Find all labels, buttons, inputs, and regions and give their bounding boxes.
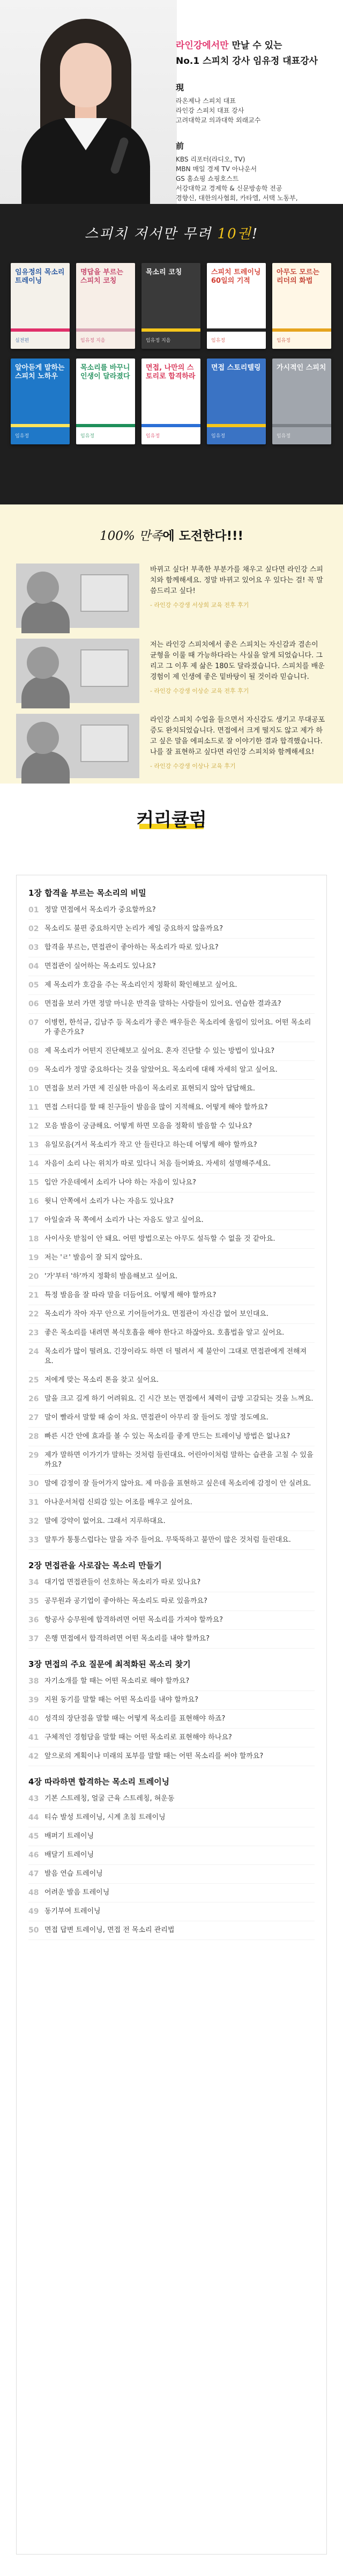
curriculum-item (28, 1902, 315, 1921)
item-title: 배퍼기 트레이닝 (44, 1832, 94, 1840)
curriculum-item (28, 1061, 315, 1080)
item-number: 46 (28, 1851, 39, 1860)
item-title: 이병헌, 한석규, 김남주 등 목소리가 좋은 배우들은 목소리에 울림이 있어요. 어떤 목소리가 좋은가요? (44, 1019, 311, 1036)
item-title: 지원 동기를 말할 때는 어떤 목소리를 내야 할까요? (44, 1696, 198, 1704)
hero-tagline-rest: 만날 수 있는 (228, 40, 282, 51)
former-heading: 前 (176, 141, 184, 151)
item-title: 아나운서처럼 신뢰감 있는 어조를 배우고 싶어요. (44, 1498, 192, 1506)
curriculum-item (28, 901, 315, 920)
curriculum-item (28, 1865, 315, 1884)
testimonial-body (150, 715, 327, 772)
item-number: 15 (28, 1179, 39, 1187)
item-number: 48 (28, 1889, 39, 1897)
item-title: 목소리가 많이 떨려요. 긴장이라도 하면 더 떨려서 제 불안이 그대로 면접관에게 전해져요. (44, 1348, 307, 1365)
item-number: 26 (28, 1395, 39, 1403)
hero-section (0, 0, 343, 204)
item-number: 32 (28, 1517, 39, 1526)
current-line: 라인강 스피치 대표 강사 (176, 107, 244, 114)
item-title: 항공사 승무원에 합격하려면 어떤 목소리를 가져야 할까요? (44, 1616, 223, 1624)
item-title: 자음이 소리 나는 위치가 따로 있다니 처음 들어봐요. 자세히 설명해주세요. (44, 1160, 271, 1168)
item-number: 47 (28, 1870, 39, 1878)
item-number: 43 (28, 1795, 39, 1803)
item-number: 20 (28, 1272, 39, 1281)
book-title: 목소리를 바꾸니 인생이 달라졌다 (80, 364, 130, 380)
curriculum-item (28, 1428, 315, 1446)
item-title: 말에 강약이 없어요. 그래서 지루하대요. (44, 1517, 166, 1525)
curriculum-item (28, 1343, 315, 1371)
item-number: 27 (28, 1414, 39, 1422)
curriculum-chapter (28, 885, 315, 1550)
curriculum-item (28, 1846, 315, 1865)
chapter-heading: 4장 따라하면 합격하는 목소리 트레이닝 (28, 1777, 170, 1787)
curriculum-item (28, 957, 315, 976)
testimonial-text: 바뀌고 싶다! 부족한 부분가를 채우고 싶다면 라인강 스피치와 함께해세요. 정말 바뀌고 있어요 우 있다는 걸! 꼭 말씀드리고 싶다! (150, 566, 323, 595)
books-title-post: ! (251, 226, 259, 242)
item-number: 50 (28, 1926, 39, 1935)
item-number: 03 (28, 943, 39, 952)
item-title: 말을 크고 길게 하기 어려워요. 긴 시간 보는 면접에서 체력이 급방 고갈되는 것을 느껴요. (44, 1395, 314, 1403)
item-number: 13 (28, 1141, 39, 1150)
item-number: 28 (28, 1432, 39, 1441)
curriculum-item (28, 1324, 315, 1343)
item-title: 좋은 목소리를 내려면 복식호흡을 해야 한다고 하잖아요. 호흡법을 알고 싶어요. (44, 1329, 285, 1337)
item-title: 유일모음(겨서 목소리가 작고 안 들린다고 하는데 어떻게 해야 할까요? (44, 1141, 257, 1149)
book-title: 스피치 트레이닝 60일의 기적 (211, 268, 261, 285)
item-number: 29 (28, 1451, 39, 1460)
curriculum-item (28, 1117, 315, 1136)
books-section (0, 204, 343, 504)
book-cover (11, 263, 70, 349)
former-line: GS 홈쇼핑 쇼핑호스트 (176, 175, 239, 182)
item-number: 02 (28, 925, 39, 933)
curriculum-item (28, 920, 315, 939)
books-title (0, 223, 343, 243)
item-title: 목소리도 불편 중요하지만 논리가 제일 중요하지 않을까요? (44, 925, 223, 933)
book-cover (11, 358, 70, 444)
curriculum-chapter (28, 1774, 315, 1940)
curriculum-item (28, 1305, 315, 1324)
curriculum-item (28, 1390, 315, 1409)
current-line: 라온제나 스피치 대표 (176, 97, 236, 105)
item-title: '가'부터 '하'까지 정확히 발음해보고 싶어요. (44, 1272, 178, 1280)
curriculum-item (28, 995, 315, 1014)
item-number: 30 (28, 1480, 39, 1488)
curriculum-item (28, 1512, 315, 1531)
curriculum-section (0, 784, 343, 2576)
curriculum-item (28, 1286, 315, 1305)
item-number: 19 (28, 1254, 39, 1262)
book-title: 임유정의 목소리 트레이닝 (15, 268, 65, 285)
testimonial-author: - 라인강 수강생 이상순 교육 전후 후기 (150, 687, 249, 694)
book-stripe (11, 328, 70, 332)
book-stripe (272, 328, 331, 332)
item-number: 40 (28, 1715, 39, 1723)
item-number: 18 (28, 1235, 39, 1243)
book-author: 임유정 지음 (146, 338, 171, 343)
curriculum-item (28, 1790, 315, 1809)
item-title: 제 목소리가 어떤지 진단해보고 싶어요. 혼자 진단할 수 있는 방법이 있나요? (44, 1047, 275, 1055)
testimonial-author: - 라인강 수강생 이상나 교육 후기 (150, 763, 236, 770)
book-author: 임유정 (15, 434, 29, 439)
item-title: 면접을 보러 가면 제 진실한 마음이 목소리로 표현되지 않아 답답해요. (44, 1085, 255, 1093)
item-number: 45 (28, 1832, 39, 1841)
challenge-title-rest: 에 도전한다!!! (162, 529, 244, 543)
item-title: 대기업 면접관들이 선호하는 목소리가 따로 있나요? (44, 1578, 201, 1586)
item-title: 동기부여 트레이닝 (44, 1907, 101, 1915)
item-title: 제 목소리가 호감을 주는 목소리인지 정확히 확인해보고 싶어요. (44, 981, 237, 989)
item-number: 42 (28, 1752, 39, 1761)
book-stripe (76, 424, 135, 427)
curriculum-item (28, 1155, 315, 1174)
item-number: 10 (28, 1085, 39, 1093)
curriculum-item (28, 1211, 315, 1230)
item-number: 31 (28, 1498, 39, 1507)
curriculum-item (28, 1268, 315, 1286)
book-stripe (141, 328, 200, 332)
curriculum-item (28, 1192, 315, 1211)
curriculum-item (28, 1494, 315, 1512)
item-title: 정말 면접에서 목소리가 중요할까요? (44, 906, 156, 914)
hero-tagline (176, 38, 337, 51)
book-stripe (76, 328, 135, 332)
curriculum-item (28, 1691, 315, 1710)
curriculum-item (28, 1729, 315, 1747)
item-title: 구체적인 경험담을 말할 때는 어떤 목소리로 표현해야 하나요? (44, 1733, 232, 1741)
item-number: 39 (28, 1696, 39, 1704)
item-title: 공무원과 공기업이 좋아하는 목소리도 따로 있을까요? (44, 1597, 207, 1605)
item-title: 자기소개를 할 때는 어떤 목소리로 해야 할까요? (44, 1677, 190, 1685)
book-cover (207, 263, 266, 349)
challenge-title (0, 526, 343, 544)
item-number: 06 (28, 1000, 39, 1008)
curriculum-item (28, 1809, 315, 1827)
former-line: MBN 매일 경제 TV 아나운서 (176, 165, 257, 173)
item-title: 은행 면접에서 합격하려면 어떤 목소리를 내야 할까요? (44, 1635, 210, 1643)
books-title-highlight: 10권 (217, 226, 252, 242)
curriculum-item (28, 1921, 315, 1940)
testimonial-card (16, 714, 327, 778)
item-title: 성격의 장단점을 말할 때는 어떻게 목소리를 표현해야 하죠? (44, 1715, 226, 1723)
book-title: 목소리 코칭 (146, 268, 182, 276)
item-number: 17 (28, 1216, 39, 1225)
book-author: 임유정 (277, 434, 291, 439)
book-title: 아무도 모르는 리더의 화법 (277, 268, 319, 285)
chapter-heading: 1장 합격을 부르는 목소리의 비밀 (28, 888, 146, 898)
curriculum-item (28, 1174, 315, 1192)
curriculum-item (28, 1747, 315, 1766)
testimonial-card (16, 564, 327, 628)
curriculum-list (16, 875, 327, 2555)
item-number: 07 (28, 1019, 39, 1027)
curriculum-item (28, 1531, 315, 1550)
item-number: 08 (28, 1047, 39, 1056)
book-shelf (11, 263, 332, 444)
item-number: 11 (28, 1103, 39, 1112)
book-author: 임유정 (211, 338, 226, 343)
item-title: 모음 발음이 궁금해요. 어떻게 하면 모음을 정확히 발음할 수 있나요? (44, 1122, 252, 1130)
former-line: KBS 리포터(라디오, TV) (176, 156, 245, 163)
curriculum-item (28, 1136, 315, 1155)
challenge-title-italic: 100% 만족 (99, 529, 163, 543)
testimonial-text: 라인강 스피치 수업을 들으면서 자신감도 생기고 무대공포증도 완치되었습니다. 면접에서 크게 떨지도 않고 제가 하고 싶은 말을 에피소드로 잘 이야기한 결과 합격했습니다. 나를 잘 표현하고 싶다면 라인강 스피치와 함께해세요! (150, 716, 325, 756)
challenge-section (0, 504, 343, 784)
curriculum-item (28, 976, 315, 995)
book-cover (141, 263, 200, 349)
current-heading: 現 (176, 83, 184, 92)
item-number: 23 (28, 1329, 39, 1337)
book-title: 면접 스토리텔링 (211, 364, 261, 372)
curriculum-item (28, 1710, 315, 1729)
item-title: 빠른 시간 안에 효과를 볼 수 있는 목소리를 좋게 만드는 트레이닝 방법은 없나요? (44, 1432, 290, 1440)
testimonial-photo (16, 564, 139, 628)
item-title: 목소리가 정말 중요하다는 것을 알았어요. 목소리에 대해 자세히 알고 싶어요. (44, 1066, 278, 1074)
item-title: 면접을 보러 가면 정말 마니운 반격을 말하는 사람들이 있어요. 연습한 결과죠? (44, 1000, 281, 1008)
former-line: 서강대학교 경제학 & 신문방송학 전공 (176, 185, 282, 192)
curriculum-item (28, 1475, 315, 1494)
item-title: 앞으로의 계획이나 미래의 포부를 말할 때는 어떤 목소리를 써야 할까요? (44, 1752, 264, 1760)
item-number: 21 (28, 1291, 39, 1300)
curriculum-item (28, 1884, 315, 1902)
item-number: 24 (28, 1348, 39, 1356)
testimonial-photo (16, 714, 139, 778)
item-number: 01 (28, 906, 39, 914)
item-number: 09 (28, 1066, 39, 1074)
item-number: 14 (28, 1160, 39, 1168)
item-number: 34 (28, 1578, 39, 1587)
curriculum-item (28, 1099, 315, 1117)
item-number: 41 (28, 1733, 39, 1742)
testimonial-body (150, 640, 327, 697)
item-title: 말투가 통통스럽다는 말을 자주 들어요. 무뚝뚝하고 불만이 많은 것처럼 들린대요. (44, 1536, 291, 1544)
book-author: 임유정 지음 (80, 338, 106, 343)
book-stripe (272, 424, 331, 427)
curriculum-item (28, 1249, 315, 1268)
item-number: 38 (28, 1677, 39, 1686)
item-title: 아일술과 목 쪽에서 소리가 나는 자음도 알고 싶어요. (44, 1216, 204, 1224)
item-title: 제가 말하면 이가기가 말하는 것처럼 들린대요. 어린아이처럼 말하는 습관을 고칠 수 있을까요? (44, 1451, 314, 1469)
item-title: 말에 감정이 잘 들어가지 않아요. 제 마음을 표현하고 싶은데 목소리에 감정이 안 실려요. (44, 1480, 311, 1488)
book-title: 알아듣게 말하는 스피치 노하우 (15, 364, 65, 380)
item-number: 36 (28, 1616, 39, 1624)
curriculum-item (28, 1042, 315, 1061)
book-cover (272, 263, 331, 349)
book-cover (272, 358, 331, 444)
current-career (176, 82, 337, 125)
item-number: 33 (28, 1536, 39, 1545)
item-number: 49 (28, 1907, 39, 1916)
book-cover (207, 358, 266, 444)
books-title-pre: 스피치 저서만 무려 (84, 226, 218, 242)
book-title: 면접, 나만의 스토리로 합격하라 (146, 364, 196, 380)
item-number: 35 (28, 1597, 39, 1606)
item-title: 사이사옷 받침이 안 돼요. 어떤 방법으로는 아무도 설득할 수 없을 것 같아요. (44, 1235, 275, 1243)
book-stripe (11, 424, 70, 427)
curriculum-item (28, 1446, 315, 1475)
item-number: 44 (28, 1813, 39, 1822)
curriculum-item (28, 1592, 315, 1611)
item-title: 면접관이 실어하는 목소리도 있나요? (44, 962, 156, 970)
item-number: 12 (28, 1122, 39, 1131)
curriculum-item (28, 1371, 315, 1390)
instructor-photo (0, 0, 177, 204)
book-author: 임유정 (80, 434, 95, 439)
book-title: 명답을 부르는 스피치 코칭 (80, 268, 123, 285)
item-title: 기본 스트레칭, 얼굴 근육 스트레칭, 혀운동 (44, 1795, 175, 1803)
item-title: 입안 가운데에서 소리가 나야 하는 자음이 있나요? (44, 1179, 196, 1187)
testimonial-card (16, 639, 327, 703)
curriculum-item (28, 939, 315, 957)
current-line: 고려대학교 의과대학 외래교수 (176, 116, 261, 124)
testimonial-text: 저는 라인강 스피치에서 좋은 스피치는 자신감과 겸손이 균형을 이룰 때 가능하다라는 사실을 알게 되었습니다. 그리고 그 이후 제 삶은 180도 달라졌습니다. 스피치를 배운 경험이 제 인생에 좋은 밑바탕이 될 것이라 믿습니다. (150, 641, 325, 681)
former-line: 경향신, 대한의사협회, 카타엘, 서택 노동부, (176, 194, 298, 202)
curriculum-item (28, 1672, 315, 1691)
curriculum-title (0, 805, 343, 829)
curriculum-chapter (28, 1656, 315, 1766)
book-cover (76, 263, 135, 349)
curriculum-item (28, 1630, 315, 1649)
item-title: 면접 스터디를 할 때 친구들이 발음을 많이 지적해요. 어떻게 해야 할까요? (44, 1103, 268, 1111)
hero-subtitle: No.1 스피치 강사 임유정 대표강사 (176, 56, 318, 67)
book-author: 실전편 (15, 338, 29, 343)
curriculum-item (28, 1230, 315, 1249)
curriculum-title-text: 커리큘럼 (136, 809, 207, 831)
item-number: 25 (28, 1376, 39, 1385)
curriculum-item (28, 1611, 315, 1630)
item-title: 티슈 발성 트레이닝, 시계 초침 트레이닝 (44, 1813, 166, 1821)
curriculum-item (28, 1827, 315, 1846)
item-number: 22 (28, 1310, 39, 1319)
curriculum-item (28, 1574, 315, 1592)
curriculum-item (28, 1014, 315, 1042)
item-title: 윗니 안쪽에서 소리가 나는 자음도 있나요? (44, 1197, 174, 1205)
item-title: 합격을 부르는, 면접관이 좋아하는 목소리가 따로 있나요? (44, 943, 219, 952)
book-cover (76, 358, 135, 444)
instructor-profile (176, 38, 337, 213)
curriculum-chapter (28, 1557, 315, 1649)
book-title: 가시적인 스피치 (277, 364, 326, 372)
item-number: 16 (28, 1197, 39, 1206)
item-number: 37 (28, 1635, 39, 1643)
testimonial-body (150, 565, 327, 611)
book-author: 임유정 (277, 338, 291, 343)
book-stripe (207, 424, 266, 427)
item-title: 저는 'ㄹ' 발음이 잘 되지 않아요. (44, 1254, 143, 1262)
testimonial-author: - 라인강 수강생 서상희 교육 전후 후기 (150, 602, 249, 609)
book-author: 임유정 (211, 434, 226, 439)
item-title: 특정 발음을 잘 따라 말을 더듬어요. 어떻게 해야 할까요? (44, 1291, 217, 1299)
book-author: 임유정 (146, 434, 160, 439)
item-title: 발음 연습 트레이닝 (44, 1870, 103, 1878)
item-number: 05 (28, 981, 39, 990)
hero-tagline-highlight: 라인강에서만 (176, 40, 229, 51)
item-title: 어려운 발음 트레이닝 (44, 1889, 110, 1897)
item-title: 말이 빨라서 말할 때 숨이 차요. 면접관이 아무리 잘 들어도 정말 정도예요. (44, 1414, 269, 1422)
book-stripe (207, 328, 266, 332)
book-stripe (141, 424, 200, 427)
item-title: 배달기 트레이닝 (44, 1851, 94, 1859)
chapter-heading: 2장 면접관을 사로잡는 목소리 만들기 (28, 1561, 162, 1570)
book-cover (141, 358, 200, 444)
item-title: 목소리가 작아 자꾸 안으로 기어들어가요. 면접관이 자신감 없어 보인대요. (44, 1310, 269, 1318)
testimonial-photo (16, 639, 139, 703)
curriculum-item (28, 1080, 315, 1099)
chapter-heading: 3장 면접의 주요 질문에 최적화된 목소리 찾기 (28, 1659, 191, 1669)
item-number: 04 (28, 962, 39, 971)
curriculum-item (28, 1409, 315, 1428)
former-career (176, 140, 337, 213)
item-title: 저에게 맞는 목소리 톤을 찾고 싶어요. (44, 1376, 159, 1384)
item-title: 면접 답변 트레이닝, 면접 전 목소리 관리법 (44, 1926, 175, 1934)
